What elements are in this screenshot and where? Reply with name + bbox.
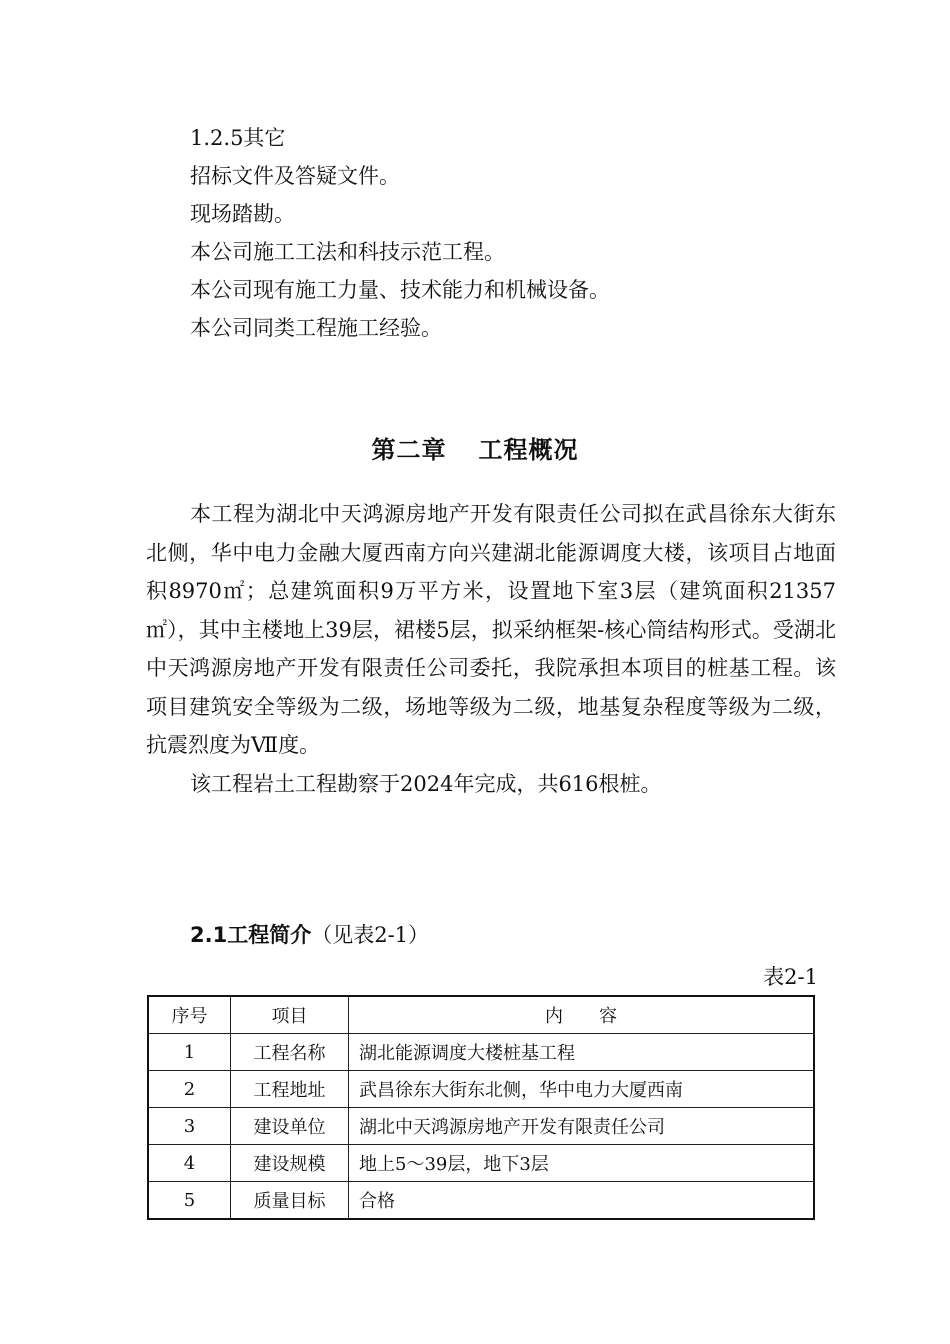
- subsection-heading: 1.2.5其它: [190, 126, 286, 150]
- section-note: （见表2-1）: [311, 923, 430, 947]
- cell-item: 工程地址: [231, 1071, 349, 1108]
- section-title: 2.1工程简介: [190, 923, 312, 947]
- table-row: [148, 1071, 814, 1108]
- chapter-title: [0, 430, 950, 465]
- cell-item: 建设规模: [231, 1145, 349, 1182]
- intro-line: 本公司施工工法和科技示范工程。: [190, 240, 505, 264]
- cell-index: 1: [148, 1034, 231, 1071]
- table-row: [148, 1182, 814, 1220]
- cell-index: 4: [148, 1145, 231, 1182]
- table-header-row: [148, 996, 814, 1034]
- cell-index: 2: [148, 1071, 231, 1108]
- header-item: 项目: [231, 996, 349, 1034]
- header-content: 内 容: [349, 996, 815, 1034]
- overview-paragraph: 本工程为湖北中天鸿源房地产开发有限责任公司拟在武昌徐东大街东北侧，华中电力金融大厦西南方向兴建湖北能源调度大楼，该项目占地面积8970㎡；总建筑面积9万平方米，设置地下室3层（建筑面积21357㎡），其中主楼地上39层，裙楼5层，拟采纳框架-核心筒结构形式。受湖北中天鸿源房地产开发有限责任公司委托，我院承担本项目的桩基工程。该项目建筑安全等级为二级，场地等级为二级，地基复杂程度等级为二级，抗震烈度为Ⅶ度。: [146, 502, 836, 757]
- table-row: [148, 1145, 814, 1182]
- overview-body: [146, 495, 836, 803]
- table-row: [148, 1034, 814, 1071]
- intro-line: 本公司现有施工力量、技术能力和机械设备。: [190, 278, 610, 302]
- header-index: 序号: [148, 996, 231, 1034]
- cell-content: 武昌徐东大街东北侧，华中电力大厦西南: [349, 1071, 815, 1108]
- intro-line: 招标文件及答疑文件。: [190, 164, 400, 188]
- table-label: 表2-1: [763, 965, 818, 989]
- table-row: [148, 1108, 814, 1145]
- cell-index: 5: [148, 1182, 231, 1220]
- project-summary-table: [147, 995, 815, 1220]
- cell-item: 建设单位: [231, 1108, 349, 1145]
- cell-content: 湖北中天鸿源房地产开发有限责任公司: [349, 1108, 815, 1145]
- survey-paragraph: 该工程岩土工程勘察于2024年完成，共616根桩。: [190, 771, 662, 796]
- cell-item: 质量目标: [231, 1182, 349, 1220]
- section-heading: [190, 921, 429, 949]
- cell-index: 3: [148, 1108, 231, 1145]
- intro-line: 现场踏勘。: [190, 202, 295, 226]
- intro-line: 本公司同类工程施工经验。: [190, 316, 442, 340]
- cell-content: 合格: [349, 1182, 815, 1220]
- cell-content: 地上5～39层，地下3层: [349, 1145, 815, 1182]
- chapter-number: 第二章: [371, 436, 447, 464]
- cell-item: 工程名称: [231, 1034, 349, 1071]
- chapter-name: 工程概况: [478, 436, 579, 464]
- cell-content: 湖北能源调度大楼桩基工程: [349, 1034, 815, 1071]
